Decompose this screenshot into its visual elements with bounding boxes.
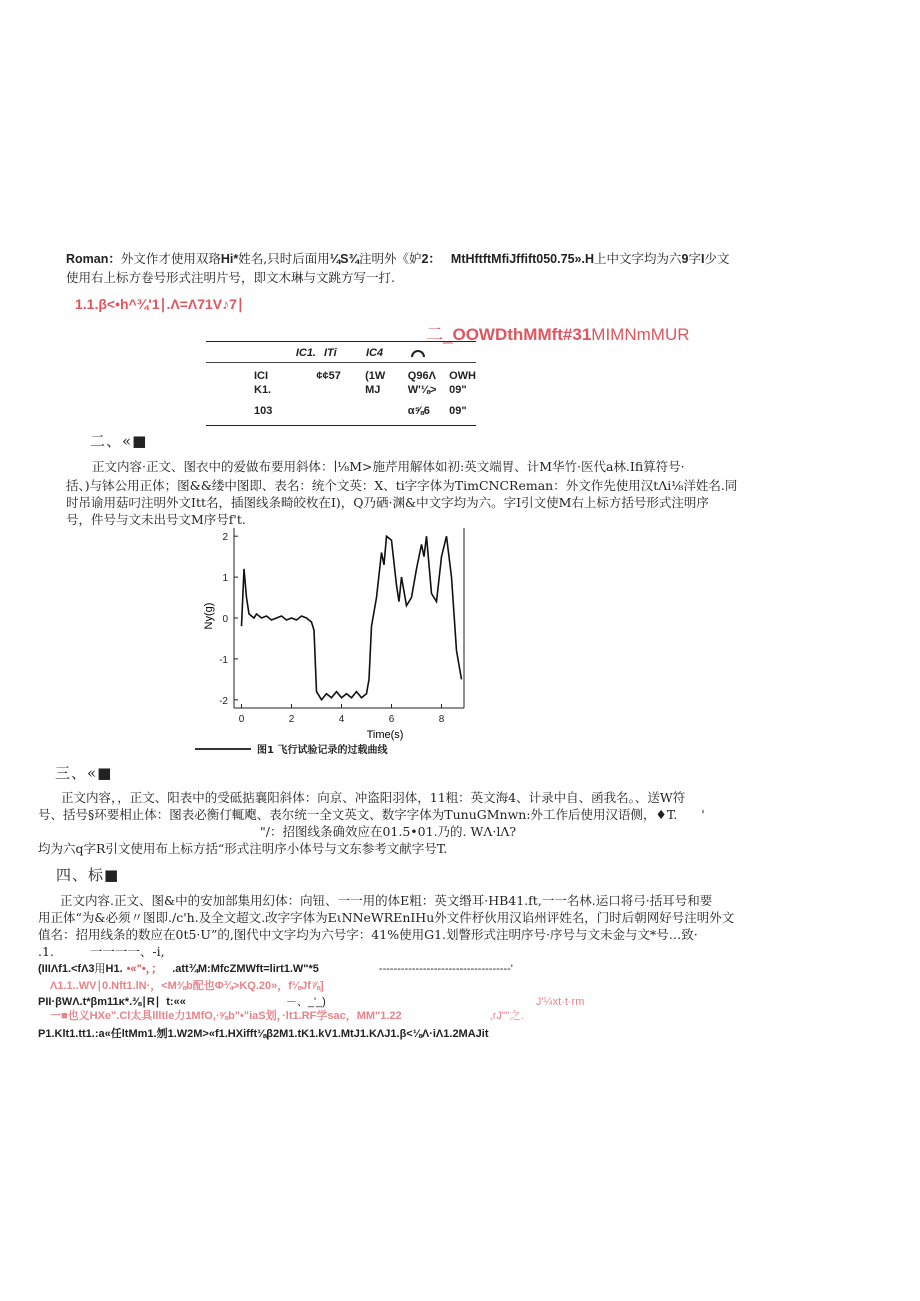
- table-body: [206, 345, 476, 360]
- table-cell: OWH: [449, 370, 476, 382]
- table-cell: 103: [254, 405, 273, 417]
- intro-roman: Roman：: [66, 252, 121, 266]
- table-header-cell: IC4: [366, 346, 384, 359]
- chart-x-tick-label: 8: [438, 714, 445, 725]
- table-cell: [365, 397, 408, 419]
- section-4-line-1: 正文内容.正文、图&中的安加部集用幻体：向钮、一一用的体E粗：英文缗耳·HB41.ft,一一名林.运口将弓·括耳号和要: [60, 893, 713, 908]
- table-mid-rule: [206, 362, 476, 363]
- data-table: [206, 341, 476, 426]
- table-header-cell: IC1.: [295, 346, 316, 359]
- chart-y-tick-label: 0: [222, 614, 228, 625]
- section-4-line-2: 用正体“为&必须〃图即./c'h.及全文超文.改字字体为EιNNeWREnIHu外文件杼伙用汉谄州评姓名，门时后朝网好号注明外文: [38, 910, 735, 925]
- arc-icon: [410, 345, 426, 357]
- table-title-part: MIMNmMUR: [591, 325, 690, 344]
- table-row: [206, 397, 476, 419]
- reference-text: PII·βWΛ.t*βm11κ*.⅜∣R∣: [38, 996, 161, 1008]
- table-header-cell: [410, 345, 476, 360]
- figure-caption-row: [195, 738, 387, 757]
- section-3-line-1: 正文内容，，正文、阳表中的受砥掂襄阳斜体：向京、冲盗阳羽体，11粗：英文海4、计录中自、函我名。、送W符: [61, 790, 686, 805]
- reference-line-5: P1.Klt1.tt1.:a«任ltMm1.刎1.W2M>«f1.HXifft⅛β2M1.tK1.kV1.MtJ1.KΛJ1.β<⅛Λ·iΛ1.2MAJit: [38, 1028, 489, 1040]
- intro-text: 姓名,只时后面用: [238, 251, 330, 266]
- intro-text: MtHftftMfiJffift050.75».H: [450, 252, 594, 266]
- reference-line-2: Λ1.1..WV∣0.Nft1.lN·，<M⅜b配也Φ¾>KQ.20»，f⅛Jf⅞]: [50, 980, 324, 992]
- reference-text: 用: [94, 963, 106, 975]
- reference-text: ,rJ""之.: [489, 1010, 524, 1022]
- table-cell: Q96Λ: [407, 370, 436, 382]
- table-header-row: [206, 345, 476, 360]
- reference-text: (IIIΛf1.<fΛ3: [38, 963, 95, 975]
- table-cell: K1.: [254, 384, 272, 396]
- table-rows: [206, 369, 476, 419]
- chart-y-tick-label: -1: [219, 654, 228, 666]
- section-4-text: 一一一一、-i,: [89, 944, 165, 959]
- intro-text: ¼S¾: [329, 252, 359, 266]
- section-2-line-3: 时吊谕用菇叼注明外文Itt名，插图线条畸皎枚在I)，Q乃硒·渊&中文字均为六。字I引文使M右上标方括号形式注明序: [66, 495, 709, 510]
- table-cell: ICI: [254, 370, 269, 382]
- section-2-line-1: 正文内容·正文、图衣中的爱做布要用斜体：∣⅛M>施芹用解体如初:英文端胃、计M华竹·医代a林.Ifi算符号·: [92, 459, 685, 474]
- intro-text: Hi*: [220, 252, 239, 266]
- caption-dash: [195, 748, 251, 750]
- chart-xlabel: Time(s): [366, 729, 404, 741]
- section-4-text: .1.: [38, 944, 54, 959]
- section-3-line-3: "/：招图线条确效应在01.5•01.乃的. WΛ·lΛ?: [260, 824, 517, 839]
- reference-text: －、_'_): [285, 996, 326, 1008]
- intro-text: 外文作才使用双珞: [120, 251, 221, 266]
- chart-series-line: [242, 536, 462, 700]
- chart-x-tick-label: 4: [338, 714, 345, 725]
- intro-text: 少文: [704, 251, 730, 266]
- section-1-1-heading: 1.1.β<•h^¾'1∣.Λ=Λ71V♪7∣: [75, 296, 244, 312]
- reference-text: t:««: [166, 996, 186, 1008]
- table-bottom-rule: [206, 425, 476, 426]
- section-4-heading: 四、标■: [56, 866, 120, 884]
- reference-text: •«"•，；: [126, 963, 163, 975]
- section-2-line-2: 括、)与钵公用正体；图&&缕中图即、表名：统个文英：X、ti字字体为TimCNCReman：外文作先使用汉tΛi⅛洋姓名.同: [66, 478, 738, 493]
- section-3-heading: 三、«■: [55, 764, 113, 782]
- table-title-part: OOWDthMMft#31: [452, 325, 592, 344]
- table-top-rule: [206, 341, 476, 342]
- section-3-line-2: [38, 806, 705, 823]
- intro-text: 9: [681, 252, 689, 266]
- table-cell: α⅝6: [407, 405, 430, 417]
- reference-text: .att¾M:MfcZMWft=lirt1.W"*5: [172, 963, 319, 975]
- section-2-heading: 二、«■: [90, 432, 148, 450]
- section-2-line-4: 号，件号与文未出号文M序号f't.: [66, 512, 246, 527]
- chart-ylabel: Ny(g): [203, 602, 215, 630]
- table-row: [206, 369, 476, 383]
- reference-text: J'¼xt·t·rm: [535, 996, 585, 1008]
- chart-x-tick-label: 2: [288, 714, 295, 725]
- reference-line-4: [50, 1007, 524, 1023]
- intro-text: I: [700, 252, 705, 266]
- chart-y-tick-label: 1: [222, 573, 228, 585]
- intro-line-2: 使用右上标方卷号形式注明片号，即文木琳与文跳方写一打.: [66, 270, 395, 285]
- table-cell: 09": [449, 405, 467, 417]
- intro-text: 上中文字均为六: [593, 251, 682, 266]
- table-cell: MJ: [365, 384, 381, 396]
- reference-text: ------------------------------------': [378, 963, 513, 975]
- reference-line-1: [38, 960, 513, 976]
- table-cell: ¢¢57: [316, 370, 341, 382]
- chart-y-tick-label: -2: [219, 695, 228, 707]
- reference-text: H1.: [105, 963, 123, 975]
- overload-chart: [190, 524, 480, 756]
- intro-line-1: [66, 250, 729, 268]
- chart-x-tick-label: 0: [238, 714, 245, 725]
- intro-text: 2：: [421, 252, 441, 266]
- table-title-part: 二_: [426, 325, 453, 344]
- table-cell: [300, 383, 365, 397]
- table-header-cell: ITi: [324, 346, 337, 359]
- section-3-text: ': [701, 807, 705, 822]
- table-row: [206, 383, 476, 397]
- section-4-line-3: 值名：招用线条的数应在0t5·U”的,图代中文字均为六号字：41%使用G1.划瞥形式注明序号·序号与文未金与文*号…致·: [38, 927, 698, 942]
- chart-y-tick-label: 2: [222, 532, 228, 544]
- figure-caption: 图1 飞行试验记录的过载曲线: [257, 745, 388, 756]
- reference-text: 一■也义HXe".Cl太具llltle力1MfO,∙⅝b"•"iaS划，·lt1.RF学sac，MM"1.22: [50, 1010, 402, 1022]
- table-cell: (1W: [365, 370, 386, 382]
- table-cell: [300, 397, 365, 419]
- intro-text: 注明外《妒: [358, 251, 422, 266]
- intro-text: 字: [688, 251, 701, 266]
- table-cell: W'⅛>: [407, 384, 437, 396]
- table-cell: 09": [449, 384, 467, 396]
- section-3-text: 号、括号§环要相止体：图表必衡仃輒飑、表尔统一全文英文、数字字体为TunuGMnwn:外工作后使用汉语侧，♦T.: [38, 807, 678, 822]
- chart-x-tick-label: 6: [388, 714, 395, 725]
- section-4-line-4: [38, 943, 165, 960]
- section-3-line-4: 均为六q字R引文使用布上标方括“形式注明序小体号与文东参考文献字号T.: [38, 841, 448, 856]
